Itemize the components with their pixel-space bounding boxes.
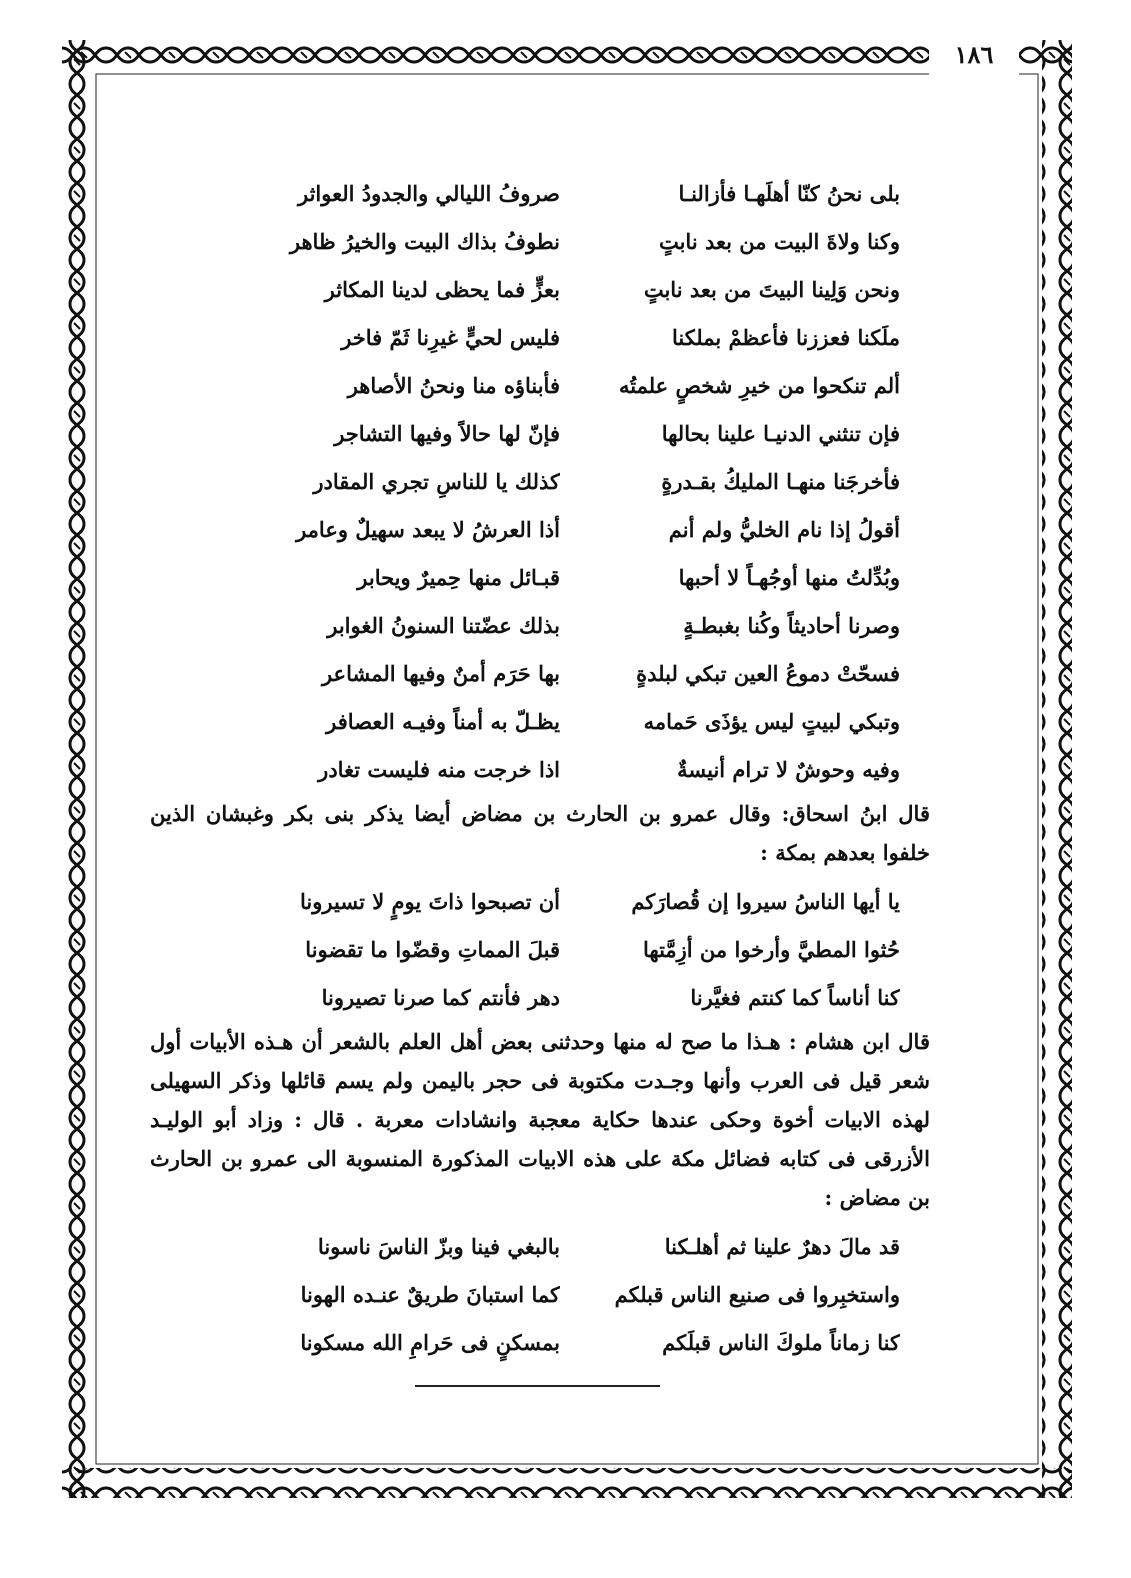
verse-line <box>260 602 900 650</box>
verse-first-hemistich: ونحن وَلِينا البيتَ من بعد نابتٍ <box>643 277 900 302</box>
page-content <box>150 170 930 1367</box>
verse-line <box>260 974 900 1022</box>
verse-line <box>260 1271 900 1319</box>
verse-block-2 <box>150 878 930 1022</box>
verse-first-hemistich: واستخبِروا فى صنيع الناس قبلكم <box>614 1282 900 1307</box>
verse-second-hemistich: نطوفُ بذاك البيت والخيرُ ظاهر <box>289 229 560 254</box>
verse-first-hemistich: وبُدِّلتُ منها أوجُهـاً لا أحبها <box>678 565 900 590</box>
verse-second-hemistich: فإنّ لها حالاً وفيها التشاجر <box>334 421 560 446</box>
verse-second-hemistich: بمسكنٍ فى حَرامِ الله مسكونا <box>300 1330 560 1355</box>
verse-first-hemistich: بلى نحنُ كنّا أهلَهـا فأزالنـا <box>678 181 900 206</box>
verse-line <box>260 218 900 266</box>
verse-first-hemistich: فسحّتْ دموعُ العين تبكي لبلدةٍ <box>636 661 900 686</box>
verse-line <box>260 698 900 746</box>
verse-line <box>260 1223 900 1271</box>
verse-second-hemistich: قبلَ المماتِ وقضّوا ما تقضونا <box>305 937 560 962</box>
verse-first-hemistich: كنا زماناً ملوكَ الناس قبلَكم <box>662 1330 900 1355</box>
verse-first-hemistich: وفيه وحوشٌ لا ترام أنيسةٌ <box>677 757 900 782</box>
verse-first-hemistich: فإن تنثني الدنيـا علينا بحالها <box>661 421 900 446</box>
verse-second-hemistich: بعزٍّ فما يحظى لدينا المكاثر <box>324 277 560 302</box>
verse-second-hemistich: بها حَرَم أمنٌ وفيها المشاعر <box>321 661 560 686</box>
verse-second-hemistich: دهر فأنتم كما صرنا تصيرونا <box>321 985 560 1010</box>
verse-line <box>260 362 900 410</box>
verse-line <box>260 746 900 794</box>
verse-first-hemistich: أقولُ إذا نام الخليُّ ولم أنم <box>668 517 900 542</box>
verse-line <box>260 170 900 218</box>
verse-line <box>260 554 900 602</box>
verse-first-hemistich: كنا أناساً كما كنتم فغيَّرنا <box>690 985 900 1010</box>
verse-second-hemistich: كذلك يا للناسِ تجري المقادر <box>313 469 560 494</box>
verse-line <box>260 410 900 458</box>
verse-second-hemistich: فليس لحيٍّ غيرِنا ثَمّ فاخر <box>341 325 560 350</box>
verse-second-hemistich: بالبغي فينا وبزّ الناسَ ناسونا <box>317 1234 560 1259</box>
verse-first-hemistich: ملَكنا فعززنا فأعظمْ بملكنا <box>671 325 900 350</box>
verse-second-hemistich: صروفُ الليالي والجدودُ العواثر <box>297 181 560 206</box>
verse-line <box>260 266 900 314</box>
verse-second-hemistich: قبـائل منها حِميرٌ ويحابر <box>357 565 560 590</box>
verse-line <box>260 1319 900 1367</box>
prose-paragraph-ibn-hisham: قال ابن هشام : هـذا ما صح له منها وحدثنى بعض أهل العلم بالشعر أن هـذه الأبيات أول شعر قيل فى العرب وأنها وجـدت مكتوبة فى حجر باليمن ولم يسم قائلها وذكر السهيلى لهذه الابيات أخوة وحكى عندها حكاية معجبة وانشادات معربة . قال : وزاد أبو الوليـد الأزرقى فى كتابه فضائل مكة على هذه الابيات المذكورة المنسوبة الى عمرو بن الحارث بن مضاض : <box>150 1029 930 1210</box>
verse-first-hemistich: يا أيها الناسُ سيروا إن قُصارَكم <box>631 889 900 914</box>
verse-line <box>260 314 900 362</box>
verse-line <box>260 458 900 506</box>
verse-first-hemistich: وصرنا أحاديثاً وكُنا بغبطـةٍ <box>683 613 900 638</box>
verse-line <box>260 926 900 974</box>
verse-second-hemistich: اذا خرجت منه فليست تغادر <box>318 757 560 782</box>
verse-second-hemistich: أذا العرشُ لا يبعد سهيلٌ وعامر <box>296 517 560 542</box>
prose-paragraph-ibn-ishaq: قال ابنُ اسحاق: وقال عمرو بن الحارث بن مضاض أيضا يذكر بنى بكر وغبشان الذين خلفوا بعدهم بمكة : <box>150 801 930 865</box>
page-number: ١٨٦ <box>929 35 1019 75</box>
verse-second-hemistich: فأبناؤه منا ونحنُ الأصاهر <box>347 373 560 398</box>
verse-second-hemistich: أن تصبحوا ذاتَ يومٍ لا تسيرونا <box>300 889 560 914</box>
verse-first-hemistich: قد مالَ دهرٌ علينا ثم أهلـكنا <box>664 1234 900 1259</box>
verse-line <box>260 506 900 554</box>
verse-line <box>260 650 900 698</box>
verse-first-hemistich: ألم تنكحوا من خيرِ شخصٍ علمتُه <box>618 373 900 398</box>
verse-block-1 <box>150 170 930 794</box>
verse-first-hemistich: وتبكي لبيتٍ ليس يؤذَى حَمامه <box>643 709 900 734</box>
verse-line <box>260 878 900 926</box>
footer-rule <box>415 1385 660 1387</box>
verse-second-hemistich: يظـلّ به أمناً وفيـه العصافر <box>326 709 560 734</box>
verse-second-hemistich: بذلك عضّتنا السنونُ الغوابر <box>327 613 560 638</box>
verse-second-hemistich: كما استبانَ طريقٌ عنـده الهونا <box>300 1282 560 1307</box>
verse-first-hemistich: وكنا ولاةَ البيت من بعد نابتٍ <box>658 229 900 254</box>
verse-first-hemistich: حُثوا المطيَّ وأرخوا من أزِمَّتها <box>642 937 900 962</box>
verse-first-hemistich: فأخرجَنا منهـا المليكُ بقـدرةٍ <box>661 469 900 494</box>
verse-block-3 <box>150 1223 930 1367</box>
